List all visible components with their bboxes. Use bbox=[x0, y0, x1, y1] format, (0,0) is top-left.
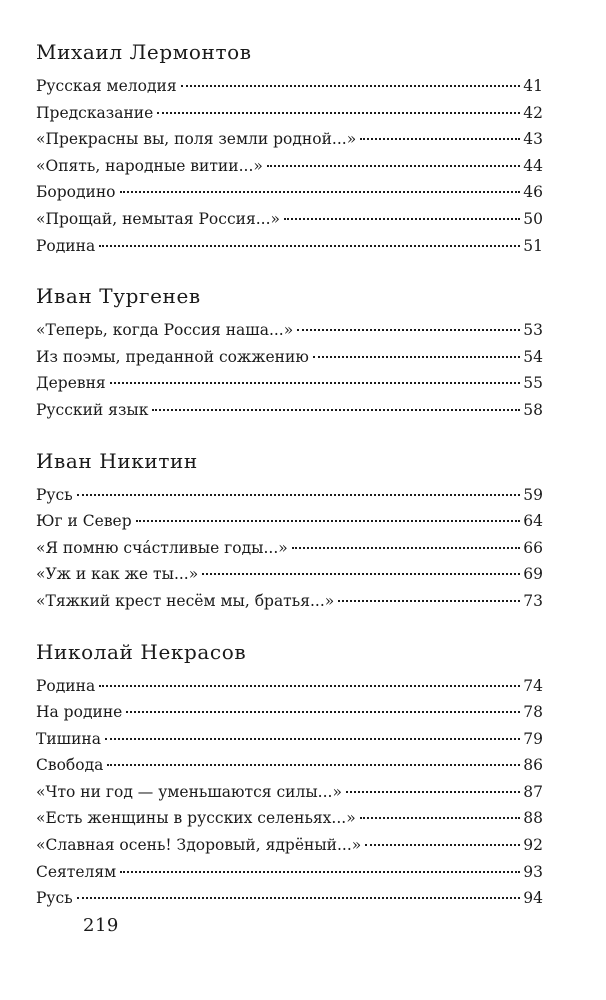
entry-title: Тишина bbox=[36, 729, 101, 748]
toc-entry[interactable] bbox=[36, 561, 543, 588]
entry-title: «Теперь, когда Россия наша...» bbox=[36, 321, 294, 340]
dot-leader bbox=[77, 493, 521, 496]
entry-list bbox=[36, 673, 543, 912]
dot-leader bbox=[338, 599, 520, 602]
author-heading: Николай Некрасов bbox=[36, 639, 247, 664]
entry-page-number: 66 bbox=[523, 538, 543, 557]
toc-entry[interactable] bbox=[36, 779, 543, 806]
entry-page-number: 73 bbox=[523, 591, 543, 610]
toc-entry[interactable] bbox=[36, 508, 543, 535]
entry-title: Родина bbox=[36, 676, 96, 695]
dot-leader bbox=[107, 763, 520, 766]
entry-page-number: 54 bbox=[523, 347, 543, 366]
entry-title: Сеятелям bbox=[36, 862, 117, 881]
toc-entry[interactable] bbox=[36, 859, 543, 886]
dot-leader bbox=[120, 190, 521, 193]
toc-entry[interactable] bbox=[36, 397, 543, 424]
entry-title: Бородино bbox=[36, 183, 116, 202]
entry-page-number: 87 bbox=[523, 782, 543, 801]
entry-page-number: 59 bbox=[523, 485, 543, 504]
entry-page-number: 42 bbox=[523, 103, 543, 122]
entry-page-number: 78 bbox=[523, 703, 543, 722]
toc-entry[interactable] bbox=[36, 153, 543, 180]
entry-page-number: 43 bbox=[523, 130, 543, 149]
entry-title: «Прощай, немытая Россия...» bbox=[36, 209, 281, 228]
author-heading: Иван Никитин bbox=[36, 448, 198, 473]
entry-page-number: 93 bbox=[523, 862, 543, 881]
toc-entry[interactable] bbox=[36, 126, 543, 153]
dot-leader bbox=[120, 870, 520, 873]
dot-leader bbox=[365, 843, 520, 846]
author-section-turgenev bbox=[36, 282, 543, 423]
toc-entry[interactable] bbox=[36, 588, 543, 615]
entry-title: «Уж и как же ты...» bbox=[36, 565, 199, 584]
toc-entry[interactable] bbox=[36, 482, 543, 509]
dot-leader bbox=[313, 355, 520, 358]
entry-page-number: 69 bbox=[523, 565, 543, 584]
entry-title: «Я помню счáстливые годы...» bbox=[36, 538, 288, 557]
toc-entry[interactable] bbox=[36, 370, 543, 397]
dot-leader bbox=[99, 244, 520, 247]
dot-leader bbox=[202, 572, 520, 575]
entry-title: Русская мелодия bbox=[36, 77, 177, 95]
entry-list bbox=[36, 73, 543, 259]
dot-leader bbox=[136, 519, 521, 522]
toc-entry[interactable] bbox=[36, 726, 543, 753]
dot-leader bbox=[105, 737, 520, 740]
dot-leader bbox=[297, 328, 520, 331]
entry-page-number: 53 bbox=[523, 321, 543, 340]
entry-page-number: 94 bbox=[523, 889, 543, 908]
entry-list bbox=[36, 482, 543, 615]
dot-leader bbox=[181, 84, 521, 87]
dot-leader bbox=[267, 164, 520, 167]
entry-page-number: 55 bbox=[523, 374, 543, 393]
toc-entry[interactable] bbox=[36, 344, 543, 371]
toc-entry[interactable] bbox=[36, 805, 543, 832]
entry-page-number: 51 bbox=[523, 236, 543, 255]
toc-entry[interactable] bbox=[36, 100, 543, 127]
dot-leader bbox=[110, 381, 521, 384]
author-section-nikitin bbox=[36, 447, 543, 615]
author-section-nekrasov bbox=[36, 638, 543, 912]
toc-entry[interactable] bbox=[36, 699, 543, 726]
toc-entry[interactable] bbox=[36, 73, 543, 100]
entry-page-number: 50 bbox=[523, 209, 543, 228]
toc-entry[interactable] bbox=[36, 179, 543, 206]
entry-page-number: 41 bbox=[523, 77, 543, 95]
toc-entry[interactable] bbox=[36, 673, 543, 700]
entry-title: «Что ни год — уменьшаются силы...» bbox=[36, 782, 342, 801]
toc-entry[interactable] bbox=[36, 317, 543, 344]
entry-title: «Славная осень! Здоровый, ядрёный...» bbox=[36, 836, 362, 855]
entry-page-number: 79 bbox=[523, 729, 543, 748]
entry-title: Предсказание bbox=[36, 103, 154, 122]
entry-page-number: 64 bbox=[523, 512, 543, 531]
dot-leader bbox=[157, 111, 520, 114]
toc-entry[interactable] bbox=[36, 885, 543, 912]
entry-title: «Опять, народные витии...» bbox=[36, 156, 263, 175]
toc-entry[interactable] bbox=[36, 752, 543, 779]
dot-leader bbox=[292, 546, 521, 549]
dot-leader bbox=[284, 217, 520, 220]
author-heading: Иван Тургенев bbox=[36, 284, 201, 309]
entry-title: Русь bbox=[36, 485, 73, 504]
entry-title: Юг и Север bbox=[36, 512, 132, 531]
entry-title: «Прекрасны вы, поля земли родной...» bbox=[36, 130, 357, 149]
entry-page-number: 46 bbox=[523, 183, 543, 202]
entry-list bbox=[36, 317, 543, 423]
toc-entry[interactable] bbox=[36, 206, 543, 233]
table-of-contents bbox=[36, 38, 543, 935]
entry-page-number: 74 bbox=[523, 676, 543, 695]
dot-leader bbox=[360, 816, 521, 819]
entry-title: Русский язык bbox=[36, 400, 149, 419]
dot-leader bbox=[126, 710, 520, 713]
entry-page-number: 88 bbox=[523, 809, 543, 828]
entry-page-number: 58 bbox=[523, 400, 543, 419]
entry-title: Русь bbox=[36, 889, 73, 908]
entry-title: Родина bbox=[36, 236, 96, 255]
author-section-lermontov bbox=[36, 38, 543, 259]
entry-title: Деревня bbox=[36, 374, 106, 393]
author-heading: Михаил Лермонтов bbox=[36, 40, 252, 64]
entry-page-number: 92 bbox=[523, 836, 543, 855]
dot-leader bbox=[152, 408, 520, 411]
entry-page-number: 44 bbox=[523, 156, 543, 175]
entry-title: Свобода bbox=[36, 756, 104, 775]
dot-leader bbox=[77, 896, 521, 899]
toc-entry[interactable] bbox=[36, 832, 543, 859]
dot-leader bbox=[360, 137, 520, 140]
dot-leader bbox=[99, 684, 520, 687]
entry-page-number: 86 bbox=[523, 756, 543, 775]
folio-page-number: 219 bbox=[83, 915, 119, 936]
entry-title: «Тяжкий крест несём мы, братья...» bbox=[36, 591, 335, 610]
dot-leader bbox=[346, 790, 520, 793]
entry-title: На родине bbox=[36, 703, 123, 722]
entry-title: «Есть женщины в русских селеньях...» bbox=[36, 809, 356, 828]
toc-entry[interactable] bbox=[36, 535, 543, 562]
entry-title: Из поэмы, преданной сожжению bbox=[36, 347, 309, 366]
toc-entry[interactable] bbox=[36, 233, 543, 260]
